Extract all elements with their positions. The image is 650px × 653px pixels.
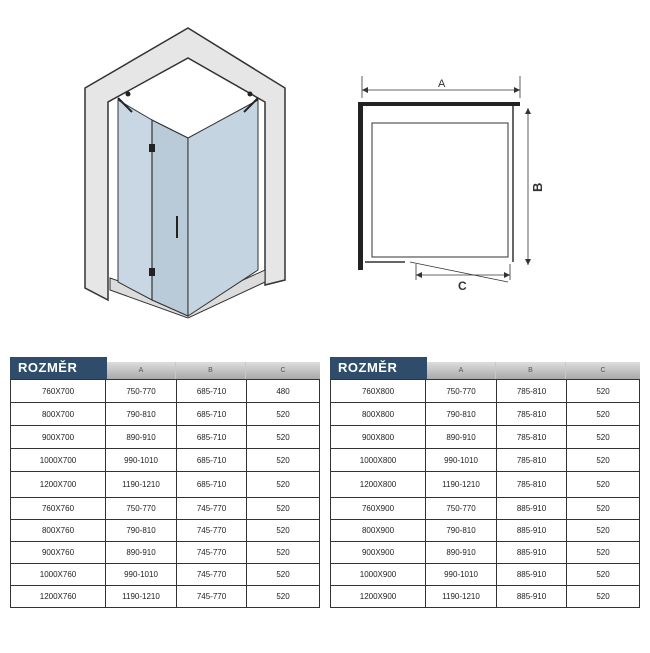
size-cell: 900X800	[361, 432, 395, 442]
size-cell: 900X700	[41, 432, 75, 442]
table-body	[330, 379, 640, 608]
size-cell: 760X700	[41, 386, 75, 396]
dimension-cell: 990-1010	[105, 564, 176, 585]
table-title: ROZMĚR	[330, 357, 427, 379]
dimension-cell: 750-770	[105, 380, 176, 402]
dimension-cell: 520	[566, 403, 639, 425]
dimension-cell: 785-810	[496, 426, 566, 448]
table-row	[11, 519, 319, 541]
dimension-cell: 685-710	[176, 403, 246, 425]
dimension-cell: 750-770	[425, 380, 496, 402]
table-title: ROZMĚR	[10, 357, 107, 379]
plan-view-diagram	[350, 70, 550, 300]
dimension-label-c: C	[458, 279, 467, 293]
dimension-cell: 790-810	[425, 520, 496, 541]
dimension-cell: 520	[566, 380, 639, 402]
size-cell: 900X900	[361, 548, 395, 557]
size-cell: 1200X760	[39, 592, 77, 601]
shower-enclosure-illustration	[80, 20, 290, 330]
table-row	[11, 380, 319, 402]
table-row	[11, 471, 319, 497]
table-row	[331, 471, 639, 497]
dimension-cell: 745-770	[176, 564, 246, 585]
dimension-cell: 990-1010	[105, 449, 176, 471]
dimension-cell: 1190-1210	[425, 586, 496, 607]
table-row	[331, 563, 639, 585]
dimension-cell: 785-810	[496, 472, 566, 497]
column-header-b: B	[175, 362, 245, 379]
dimension-cell: 990-1010	[425, 564, 496, 585]
dimension-cell: 685-710	[176, 380, 246, 402]
size-table-right	[330, 357, 640, 603]
dimension-cell: 520	[246, 403, 319, 425]
dimension-cell: 745-770	[176, 520, 246, 541]
dimension-cell: 790-810	[425, 403, 496, 425]
table-row	[331, 585, 639, 607]
dimension-cell: 520	[566, 472, 639, 497]
dimension-cell: 890-910	[425, 426, 496, 448]
column-header-c: C	[245, 362, 320, 379]
column-header-a: A	[458, 367, 464, 374]
dimension-cell: 520	[566, 426, 639, 448]
size-cell: 1200X800	[359, 480, 397, 489]
dimension-cell: 520	[566, 449, 639, 471]
size-table-left	[10, 357, 320, 603]
dimension-cell: 685-710	[176, 472, 246, 497]
table-row	[11, 425, 319, 448]
dimension-cell: 520	[246, 564, 319, 585]
table-row	[11, 541, 319, 563]
size-cell: 1200X900	[359, 592, 397, 601]
table-row	[11, 497, 319, 519]
dimension-cell: 520	[246, 498, 319, 519]
dimension-cell: 885-910	[496, 586, 566, 607]
dimension-label-a: A	[438, 78, 446, 90]
dimension-cell: 520	[246, 449, 319, 471]
dimension-cell: 745-770	[176, 586, 246, 607]
column-header-b: B	[495, 362, 565, 379]
size-cell: 1000X800	[359, 455, 397, 465]
dimension-cell: 520	[566, 586, 639, 607]
table-row	[331, 402, 639, 425]
table-row	[11, 585, 319, 607]
table-row	[11, 402, 319, 425]
dimension-cell: 750-770	[105, 498, 176, 519]
dimension-cell: 745-770	[176, 542, 246, 563]
dimension-cell: 520	[566, 520, 639, 541]
dimension-cell: 520	[246, 586, 319, 607]
dimension-cell: 685-710	[176, 426, 246, 448]
dimension-cell: 750-770	[425, 498, 496, 519]
dimension-cell: 520	[566, 564, 639, 585]
dimension-cell: 520	[566, 542, 639, 563]
table-header	[330, 357, 640, 379]
dimension-cell: 885-910	[496, 498, 566, 519]
table-row	[331, 541, 639, 563]
dimension-cell: 890-910	[105, 542, 176, 563]
size-cell: 760X800	[361, 386, 395, 396]
table-body	[10, 379, 320, 608]
size-cell: 1200X700	[39, 480, 77, 489]
table-row	[11, 563, 319, 585]
size-cell: 800X760	[41, 526, 75, 535]
table-row	[331, 519, 639, 541]
table-row	[331, 425, 639, 448]
size-cell: 800X700	[41, 409, 75, 419]
dimension-cell: 990-1010	[425, 449, 496, 471]
size-cell: 1000X900	[359, 570, 397, 579]
dimension-cell: 890-910	[425, 542, 496, 563]
dimension-cell: 885-910	[496, 564, 566, 585]
size-cell: 760X900	[361, 504, 395, 513]
dimension-cell: 520	[246, 472, 319, 497]
dimension-cell: 790-810	[105, 520, 176, 541]
dimension-cell: 885-910	[496, 542, 566, 563]
size-cell: 760X760	[41, 504, 75, 513]
dimension-cell: 785-810	[496, 380, 566, 402]
dimension-cell: 785-810	[496, 403, 566, 425]
dimension-cell: 480	[246, 380, 319, 402]
dimension-cell: 520	[246, 426, 319, 448]
dimension-cell: 745-770	[176, 498, 246, 519]
dimension-label-b: B	[530, 182, 545, 192]
table-row	[331, 497, 639, 519]
dimension-cell: 785-810	[496, 449, 566, 471]
dimension-cell: 890-910	[105, 426, 176, 448]
dimension-cell: 885-910	[496, 520, 566, 541]
dimension-cell: 790-810	[105, 403, 176, 425]
table-row	[11, 448, 319, 471]
size-cell: 1000X700	[39, 455, 77, 465]
dimension-cell: 520	[246, 520, 319, 541]
table-row	[331, 380, 639, 402]
table-header	[10, 357, 320, 379]
table-row	[331, 448, 639, 471]
dimension-cell: 1190-1210	[425, 472, 496, 497]
size-cell: 900X760	[41, 548, 75, 557]
dimension-cell: 1190-1210	[105, 472, 176, 497]
column-header-a: A	[138, 367, 144, 374]
dimension-cell: 1190-1210	[105, 586, 176, 607]
column-header-bar	[427, 362, 640, 379]
column-header-c: C	[565, 362, 640, 379]
size-cell: 1000X760	[39, 570, 77, 579]
column-header-bar	[107, 362, 320, 379]
dimension-cell: 520	[246, 542, 319, 563]
size-cell: 800X900	[361, 526, 395, 535]
dimension-cell: 520	[566, 498, 639, 519]
dimension-cell: 685-710	[176, 449, 246, 471]
size-cell: 800X800	[361, 409, 395, 419]
